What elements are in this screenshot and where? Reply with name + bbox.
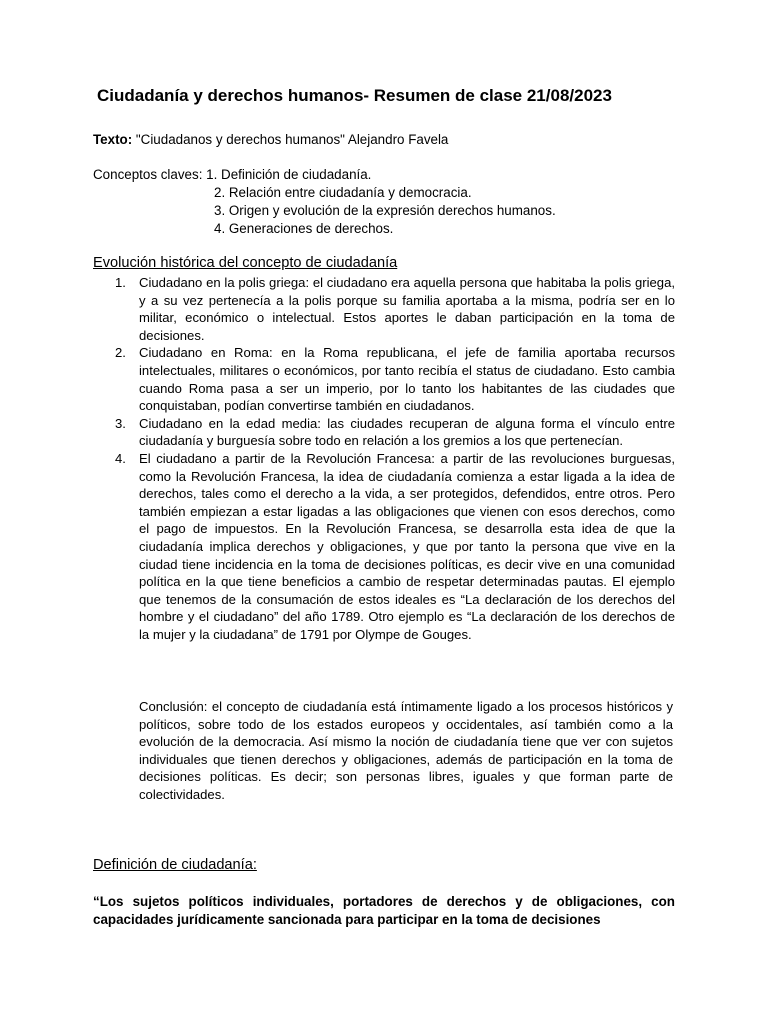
list-item-number: 3. xyxy=(115,415,126,431)
texto-value: "Ciudadanos y derechos humanos" Alejandro Favela xyxy=(132,132,449,147)
list-item xyxy=(93,274,675,344)
definition-quote: “Los sujetos políticos individuales, portadores de derechos y de obligaciones, con capacidades jurídicamente sancionada para participar en la toma de decisiones xyxy=(93,894,675,927)
list-item-number: 1. xyxy=(115,275,126,290)
list-item-number: 4. xyxy=(115,450,126,466)
list-item-text: Ciudadano en la edad media: las ciudades recuperan de alguna forma el vínculo entre ciudadanía y burguesía sobre todo en relación a los gremios a los que pertenecían. xyxy=(139,415,675,449)
section-heading-definicion: Definición de ciudadanía: xyxy=(93,857,257,873)
list-item-text: Ciudadano en Roma: en la Roma republicana, el jefe de familia aportaba recursos intelectuales, militares o económicos, por tanto recibía el status de ciudadano. Esto cambia cuando Roma pasa a ser un imperio, por lo tanto los habitantes de las ciudades que conquistaban, podían convertirse también en ciudadanos. xyxy=(139,345,675,414)
concepto-item: 4. Generaciones de derechos. xyxy=(214,221,394,236)
list-item xyxy=(93,415,675,450)
texto-line xyxy=(93,131,448,149)
conclusion-paragraph: Conclusión: el concepto de ciudadanía está íntimamente ligado a los procesos históricos y políticos, sobre todo de los estados europeos y occidentales, así también como a la evolución de la democracia. Así mismo la noción de ciudadanía tiene que ver con sujetos individuales que tienen derechos y obligaciones, además de participación en la toma de decisiones políticas. Es decir; son personas libres, iguales y que forman parte de colectividades. xyxy=(139,699,673,802)
section-heading-evolucion: Evolución histórica del concepto de ciudadanía xyxy=(93,255,398,271)
concepto-item: 1. Definición de ciudadanía. xyxy=(206,167,372,182)
list-item-text: Ciudadano en la polis griega: el ciudadano era aquella persona que habitaba la polis griega, y a su vez pertenecía a la polis porque su familia aportaba a la misma, podría ser en lo militar, económico o intelectual. Estos aportes le daban participación en la toma de decisiones. xyxy=(139,275,675,343)
conceptos-line-1 xyxy=(93,166,371,184)
list-item-text: El ciudadano a partir de la Revolución Francesa: a partir de las revoluciones burguesas, como la Revolución Francesa, la idea de ciudadanía comienza a estar ligada a la idea de derechos, tales como el derecho a la vida, a ser protegidos, defendidos, entre otros. Pero también empiezan a estar ligadas a las obligaciones que vienen con esos derechos, como el pago de impuestos. En la Revolución Francesa, se desarrolla esta idea de que la ciudadanía implica derechos y obligaciones, y que por tanto la persona que vive en la ciudad tiene incidencia en la toma de decisiones políticas, es decir vive en una comunidad política en la que tiene beneficios a cambio de respetar determinadas pautas. El ejemplo que tenemos de la consumación de estos ideales es “La declaración de los derechos del hombre y el ciudadano” del año 1789. Otro ejemplo es “La declaración de los derechos de la mujer y la ciudadana” de 1791 por Olympe de Gouges. xyxy=(139,450,675,642)
list-item xyxy=(93,450,675,644)
list-item xyxy=(93,344,675,414)
texto-label: Texto: xyxy=(93,132,133,147)
evolucion-list xyxy=(93,274,675,643)
concepto-item: 2. Relación entre ciudadanía y democracia. xyxy=(214,185,472,200)
conceptos-label: Conceptos claves: xyxy=(93,167,207,182)
list-item-number: 2. xyxy=(115,345,126,361)
concepto-item: 3. Origen y evolución de la expresión derechos humanos. xyxy=(214,203,556,218)
document-title: Ciudadanía y derechos humanos- Resumen de clase 21/08/2023 xyxy=(97,86,612,105)
